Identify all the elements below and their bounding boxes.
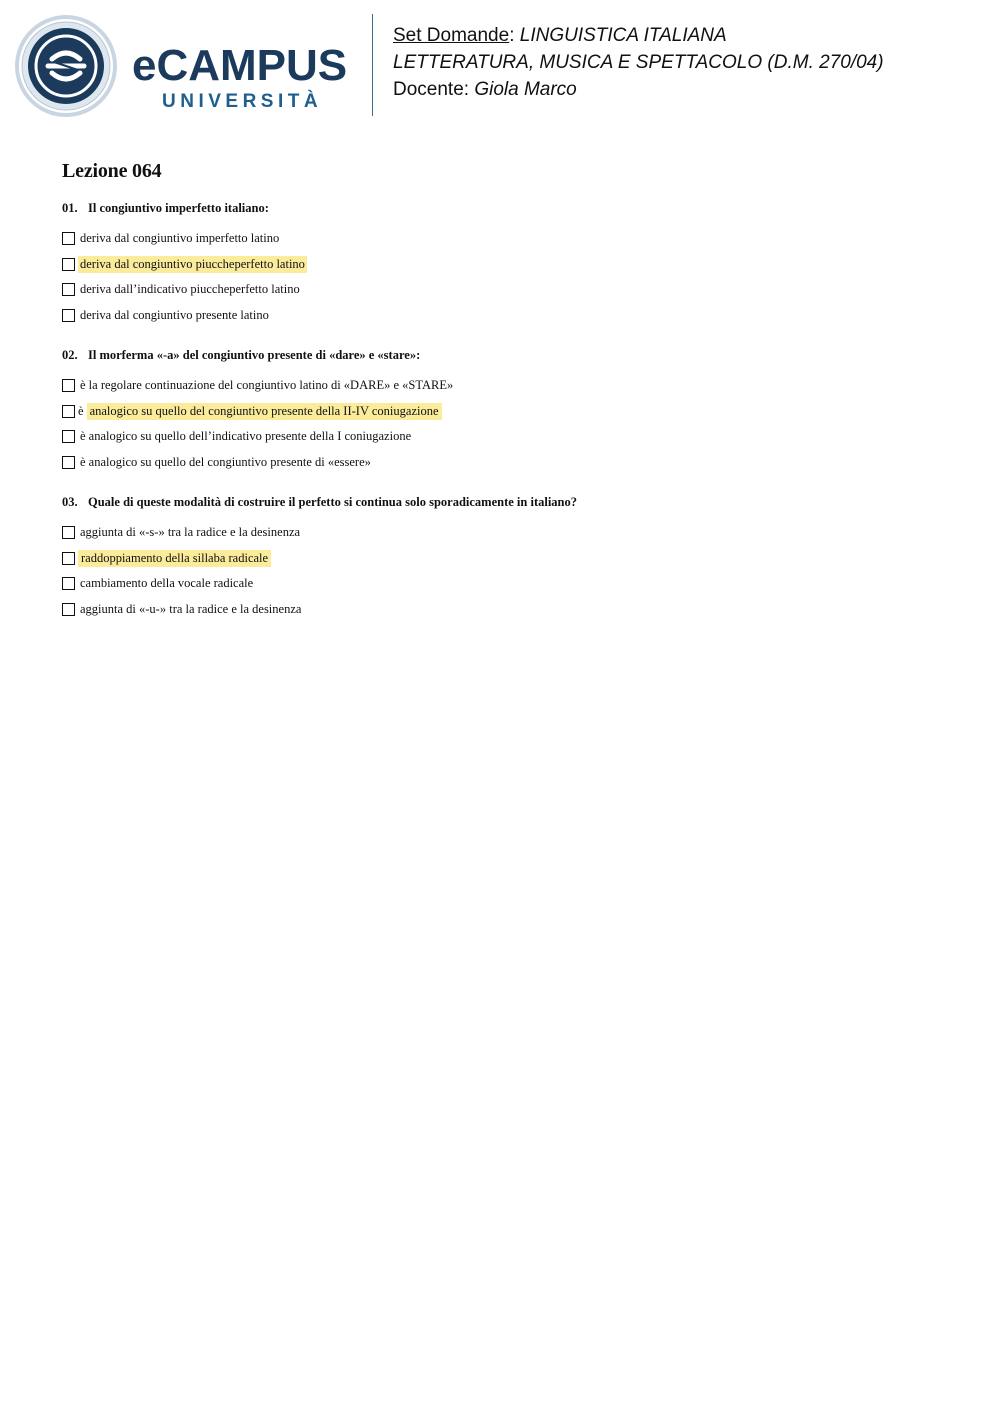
answer-label: aggiunta di «-s-» tra la radice e la desinenza [80,525,301,540]
answer-option[interactable] [62,373,942,399]
answer-option[interactable] [62,303,942,329]
answer-option[interactable] [62,520,942,546]
answer-label: deriva dall’indicativo piuccheperfetto latino [80,282,300,297]
answer-option-highlighted[interactable] [62,252,942,278]
set-row [393,22,884,49]
logo-subtext: UNIVERSITÀ [162,91,323,112]
teacher-row [393,76,884,103]
question [62,348,942,475]
logo-text: eCAMPUS [132,41,348,90]
answer-label: deriva dal congiuntivo imperfetto latino [80,231,280,246]
answer-checkbox[interactable] [62,258,75,271]
answer-option[interactable] [62,597,942,623]
answer-checkbox[interactable] [62,552,75,565]
answer-checkbox[interactable] [62,283,75,296]
header-divider [372,14,373,116]
answer-checkbox[interactable] [62,379,75,392]
answer-label: è la regolare continuazione del congiuntivo latino di «DARE» e «STARE» [80,378,454,393]
answer-checkbox[interactable] [62,577,75,590]
course-line1: LINGUISTICA ITALIANA [519,25,727,46]
answer-option[interactable] [62,424,942,450]
course-line2: LETTERATURA, MUSICA E SPETTACOLO (D.M. 270/04) [393,52,884,73]
question-title [62,348,942,363]
answer-option[interactable] [62,226,942,252]
question-number: 01. [62,201,78,215]
document-body [62,160,942,642]
answer-option-highlighted[interactable] [62,546,942,572]
teacher-name: Giola Marco [474,79,577,100]
question-number: 03. [62,495,78,509]
answer-checkbox[interactable] [62,456,75,469]
answer-label: deriva dal congiuntivo piuccheperfetto latino [80,256,305,271]
question-title [62,495,942,510]
question [62,495,942,622]
lesson-title: Lezione 064 [62,160,162,182]
answer-label: deriva dal congiuntivo presente latino [80,307,269,322]
question-text: Il congiuntivo imperfetto italiano: [88,201,269,215]
ecampus-wordmark [132,38,362,113]
set-info [393,22,884,103]
answer-checkbox[interactable] [62,309,75,322]
question-title [62,201,942,216]
answer-option[interactable] [62,571,942,597]
answer-label: analogico su quello del congiuntivo presente della II-IV coniugazione [87,403,442,420]
answer-label: raddoppiamento della sillaba radicale [78,550,271,567]
answer-checkbox[interactable] [62,603,75,616]
answer-checkbox[interactable] [62,526,75,539]
teacher-label: Docente: [393,79,470,100]
answer-label: è analogico su quello dell’indicativo presente della I coniugazione [80,429,412,444]
answer-prefix: è [78,403,84,418]
set-label: Set Domande [393,25,510,46]
answer-option[interactable] [62,450,942,476]
answer-checkbox[interactable] [62,232,75,245]
answer-option-highlighted[interactable] [62,399,942,425]
answer-option[interactable] [62,277,942,303]
answer-label: cambiamento della vocale radicale [80,576,254,591]
answer-label: aggiunta di «-u-» tra la radice e la desinenza [80,601,302,616]
answer-checkbox[interactable] [62,430,75,443]
page-header [0,0,1000,130]
answer-checkbox[interactable] [62,405,75,418]
question-number: 02. [62,348,78,362]
question-text: Quale di queste modalità di costruire il perfetto si continua solo sporadicamente in italiano? [88,495,578,509]
question-text: Il morferma «-a» del congiuntivo presente di «dare» e «stare»: [88,348,421,362]
ecampus-seal-logo-icon [14,14,118,118]
question [62,201,942,328]
answer-label: è analogico su quello del congiuntivo presente di «essere» [80,454,371,469]
set-colon: : [509,25,515,46]
